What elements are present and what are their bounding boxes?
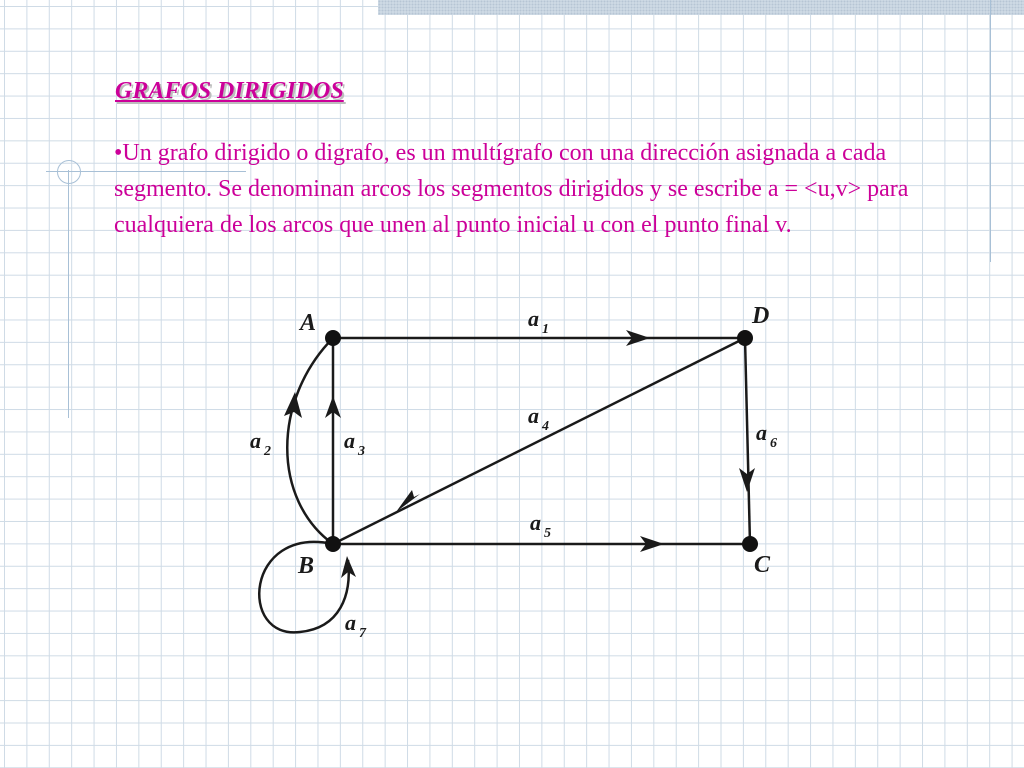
edge-label-a7-name: a — [345, 610, 356, 635]
edge-label-a4-sub: 4 — [542, 419, 549, 434]
edge-label-a5 — [530, 510, 551, 541]
edge-a5 — [333, 536, 750, 552]
node-d-dot — [737, 330, 753, 346]
edge-label-a1-name: a — [528, 306, 539, 331]
slide-body-text: •Un grafo dirigido o digrafo, es un multígrafo con una dirección asignada a cada segmento. Se denominan arcos los segmentos dirigidos y se escribe a = <u,v> para cualquiera de los arcos que unen al punto inicial u con el punto final v. — [114, 140, 909, 238]
edge-label-a1 — [528, 306, 549, 337]
edge-label-a2-sub: 2 — [264, 444, 271, 459]
edge-label-a3-sub: 3 — [358, 444, 365, 459]
edge-label-a4-name: a — [528, 403, 539, 428]
edge-label-a3-name: a — [344, 428, 355, 453]
edge-label-a4 — [528, 403, 549, 434]
node-a-dot — [325, 330, 341, 346]
edge-label-a5-sub: 5 — [544, 526, 551, 541]
edge-label-a6-sub: 6 — [770, 436, 777, 451]
edge-a2 — [284, 338, 333, 544]
edge-label-a1-sub: 1 — [542, 322, 549, 337]
edge-label-a7 — [345, 610, 367, 641]
edge-label-a2 — [250, 428, 271, 459]
edge-a3 — [325, 338, 341, 544]
edge-label-a6-name: a — [756, 420, 767, 445]
edge-label-a2-name: a — [250, 428, 261, 453]
node-label-c: C — [754, 552, 771, 578]
node-label-a: A — [300, 310, 317, 336]
node-c-dot — [742, 536, 758, 552]
edge-a1 — [333, 330, 745, 346]
node-b-dot — [325, 536, 341, 552]
edge-label-a3 — [344, 428, 365, 459]
node-label-b: B — [298, 553, 315, 579]
node-label-d: D — [752, 303, 770, 329]
edge-label-a6 — [756, 420, 777, 451]
edge-label-a5-name: a — [530, 510, 541, 535]
edge-a6 — [739, 338, 755, 544]
slide-title: GRAFOS DIRIGIDOS — [115, 78, 344, 104]
edge-label-a7-sub: 7 — [359, 626, 366, 641]
